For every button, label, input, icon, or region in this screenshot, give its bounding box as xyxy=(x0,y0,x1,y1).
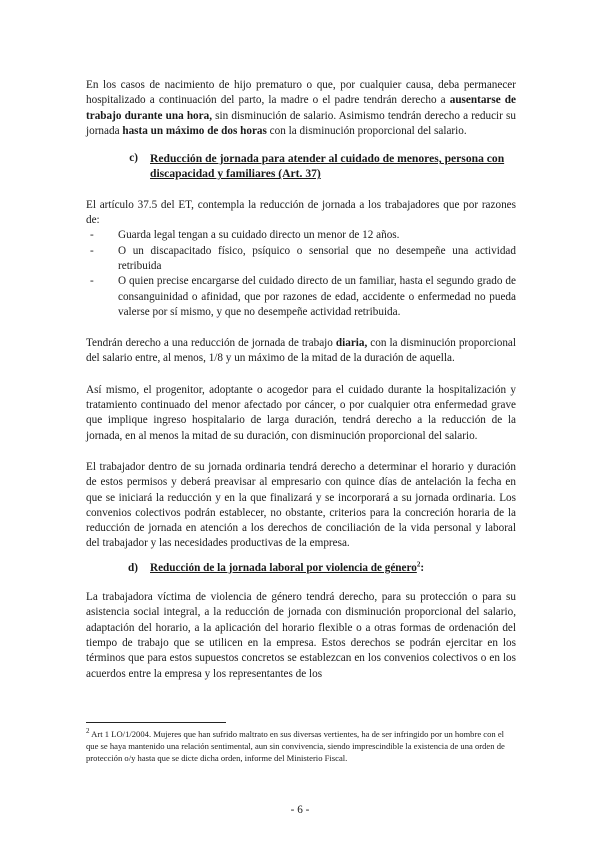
document-page xyxy=(86,78,516,682)
text: con la disminución proporcional del salario. xyxy=(266,124,467,137)
list-item xyxy=(86,274,516,320)
list-item-text: O quien precise encargarse del cuidado directo de un familiar, hasta el segundo grado de consanguinidad o afinidad, que por razones de edad, accidente o enfermedad no pueda valerse por sí mismo, y que no desempeñe actividad retribuida. xyxy=(118,275,516,318)
footnote xyxy=(86,728,516,764)
text: En los casos de nacimiento de hijo prematuro o que, por cualquier causa, deba permanecer hospitalizado a continuación del parto, la madre o el padre tendrán derecho a xyxy=(86,79,516,107)
section-title: Reducción de la jornada laboral por violencia de género xyxy=(150,561,417,574)
dash: - xyxy=(90,229,94,242)
footnote-number: 2 xyxy=(86,727,90,736)
text: sin disminución de salario. Asimismo tendrán derecho a reducir su jornada xyxy=(86,109,516,137)
section-letter: c) xyxy=(129,152,138,165)
page-number: - 6 - xyxy=(290,804,310,816)
reasons-list xyxy=(86,228,516,320)
text: Tendrán derecho a una reducción de jornada de trabajo xyxy=(86,337,336,350)
section-title: Reducción de jornada para atender al cuidado de menores, persona con discapacidad y familiares (Art. 37) xyxy=(150,152,505,181)
footnote-marker: 2 xyxy=(416,559,421,568)
list-item-text: O un discapacitado físico, psíquico o sensorial que no desempeñe una actividad retribuida xyxy=(118,244,516,272)
list-item xyxy=(86,244,516,275)
footnote-divider xyxy=(86,722,226,723)
bold-text: ausentarse de trabajo durante una hora, xyxy=(86,94,516,122)
section-letter: d) xyxy=(128,561,138,574)
list-item-text: Guarda legal tengan a su cuidado directo un menor de 12 años. xyxy=(118,229,400,242)
bold-text: hasta un máximo de dos horas xyxy=(122,124,267,137)
paragraph-daily-reduction xyxy=(86,336,516,367)
paragraph-gender-violence: La trabajadora víctima de violencia de género tendrá derecho, para su protección o para su asistencia social integral, a la reducción de jornada con disminución proporcional del salario, adaptación del horario, a la aplicación del horario flexible o a otras formas de ordenación del tiempo de trabajo que se utilicen en la empresa. Estos derechos se podrán ejercitar en los términos que para estos supuestos concretos se establezcan en los convenios colectivos o en los acuerdos entre la empresa y los representantes de los xyxy=(86,591,516,680)
section-heading-c xyxy=(86,151,516,182)
text: con la disminución proporcional del salario entre, al menos, 1/8 y un máximo de la mitad de la duración de aquella. xyxy=(86,337,517,365)
dash: - xyxy=(90,244,94,257)
bold-text: diaria, xyxy=(335,337,368,350)
paragraph-schedule: El trabajador dentro de su jornada ordinaria tendrá derecho a determinar el horario y duración de estos permisos y deberá preavisar al empresario con quince días de antelación la fecha en que se iniciará la reducción y en la que finalizará y se incorporará a su jornada ordinaria. Los convenios colectivos podrán establecer, no obstante, criterios para la concreción horaria de la reducción de jornada en atención a los derechos de conciliación de la vida personal y laboral del trabajador y las necesidades productivas de la empresa. xyxy=(86,460,516,550)
dash: - xyxy=(90,275,94,288)
paragraph-premature-birth xyxy=(86,78,516,139)
paragraph-art-37-intro: El artículo 37.5 del ET, contempla la reducción de jornada a los trabajadores que por razones de: xyxy=(86,198,516,227)
list-item xyxy=(86,228,516,243)
section-heading-d xyxy=(86,561,516,576)
text: : xyxy=(420,561,425,574)
paragraph-cancer-care: Así mismo, el progenitor, adoptante o acogedor para el cuidado durante la hospitalización y tratamiento continuado del menor afectado por cáncer, o por cualquier otra enfermedad grave que implique ingreso hospitalario de larga duración, tendrá derecho a la reducción de la jornada, en al menos la mitad de su duración, con disminución proporcional del salario. xyxy=(86,383,516,442)
footnote-text: Art 1 LO/1/2004. Mujeres que han sufrido maltrato en sus diversas vertientes, ha de ser infringido por un hombre con el que se haya mantenido una relación sentimental, aun sin convivencia, siendo imprescindible la existencia de una orden de protección o/y hasta que se dicte dicha orden, informe del Ministerio Fiscal. xyxy=(86,729,505,763)
